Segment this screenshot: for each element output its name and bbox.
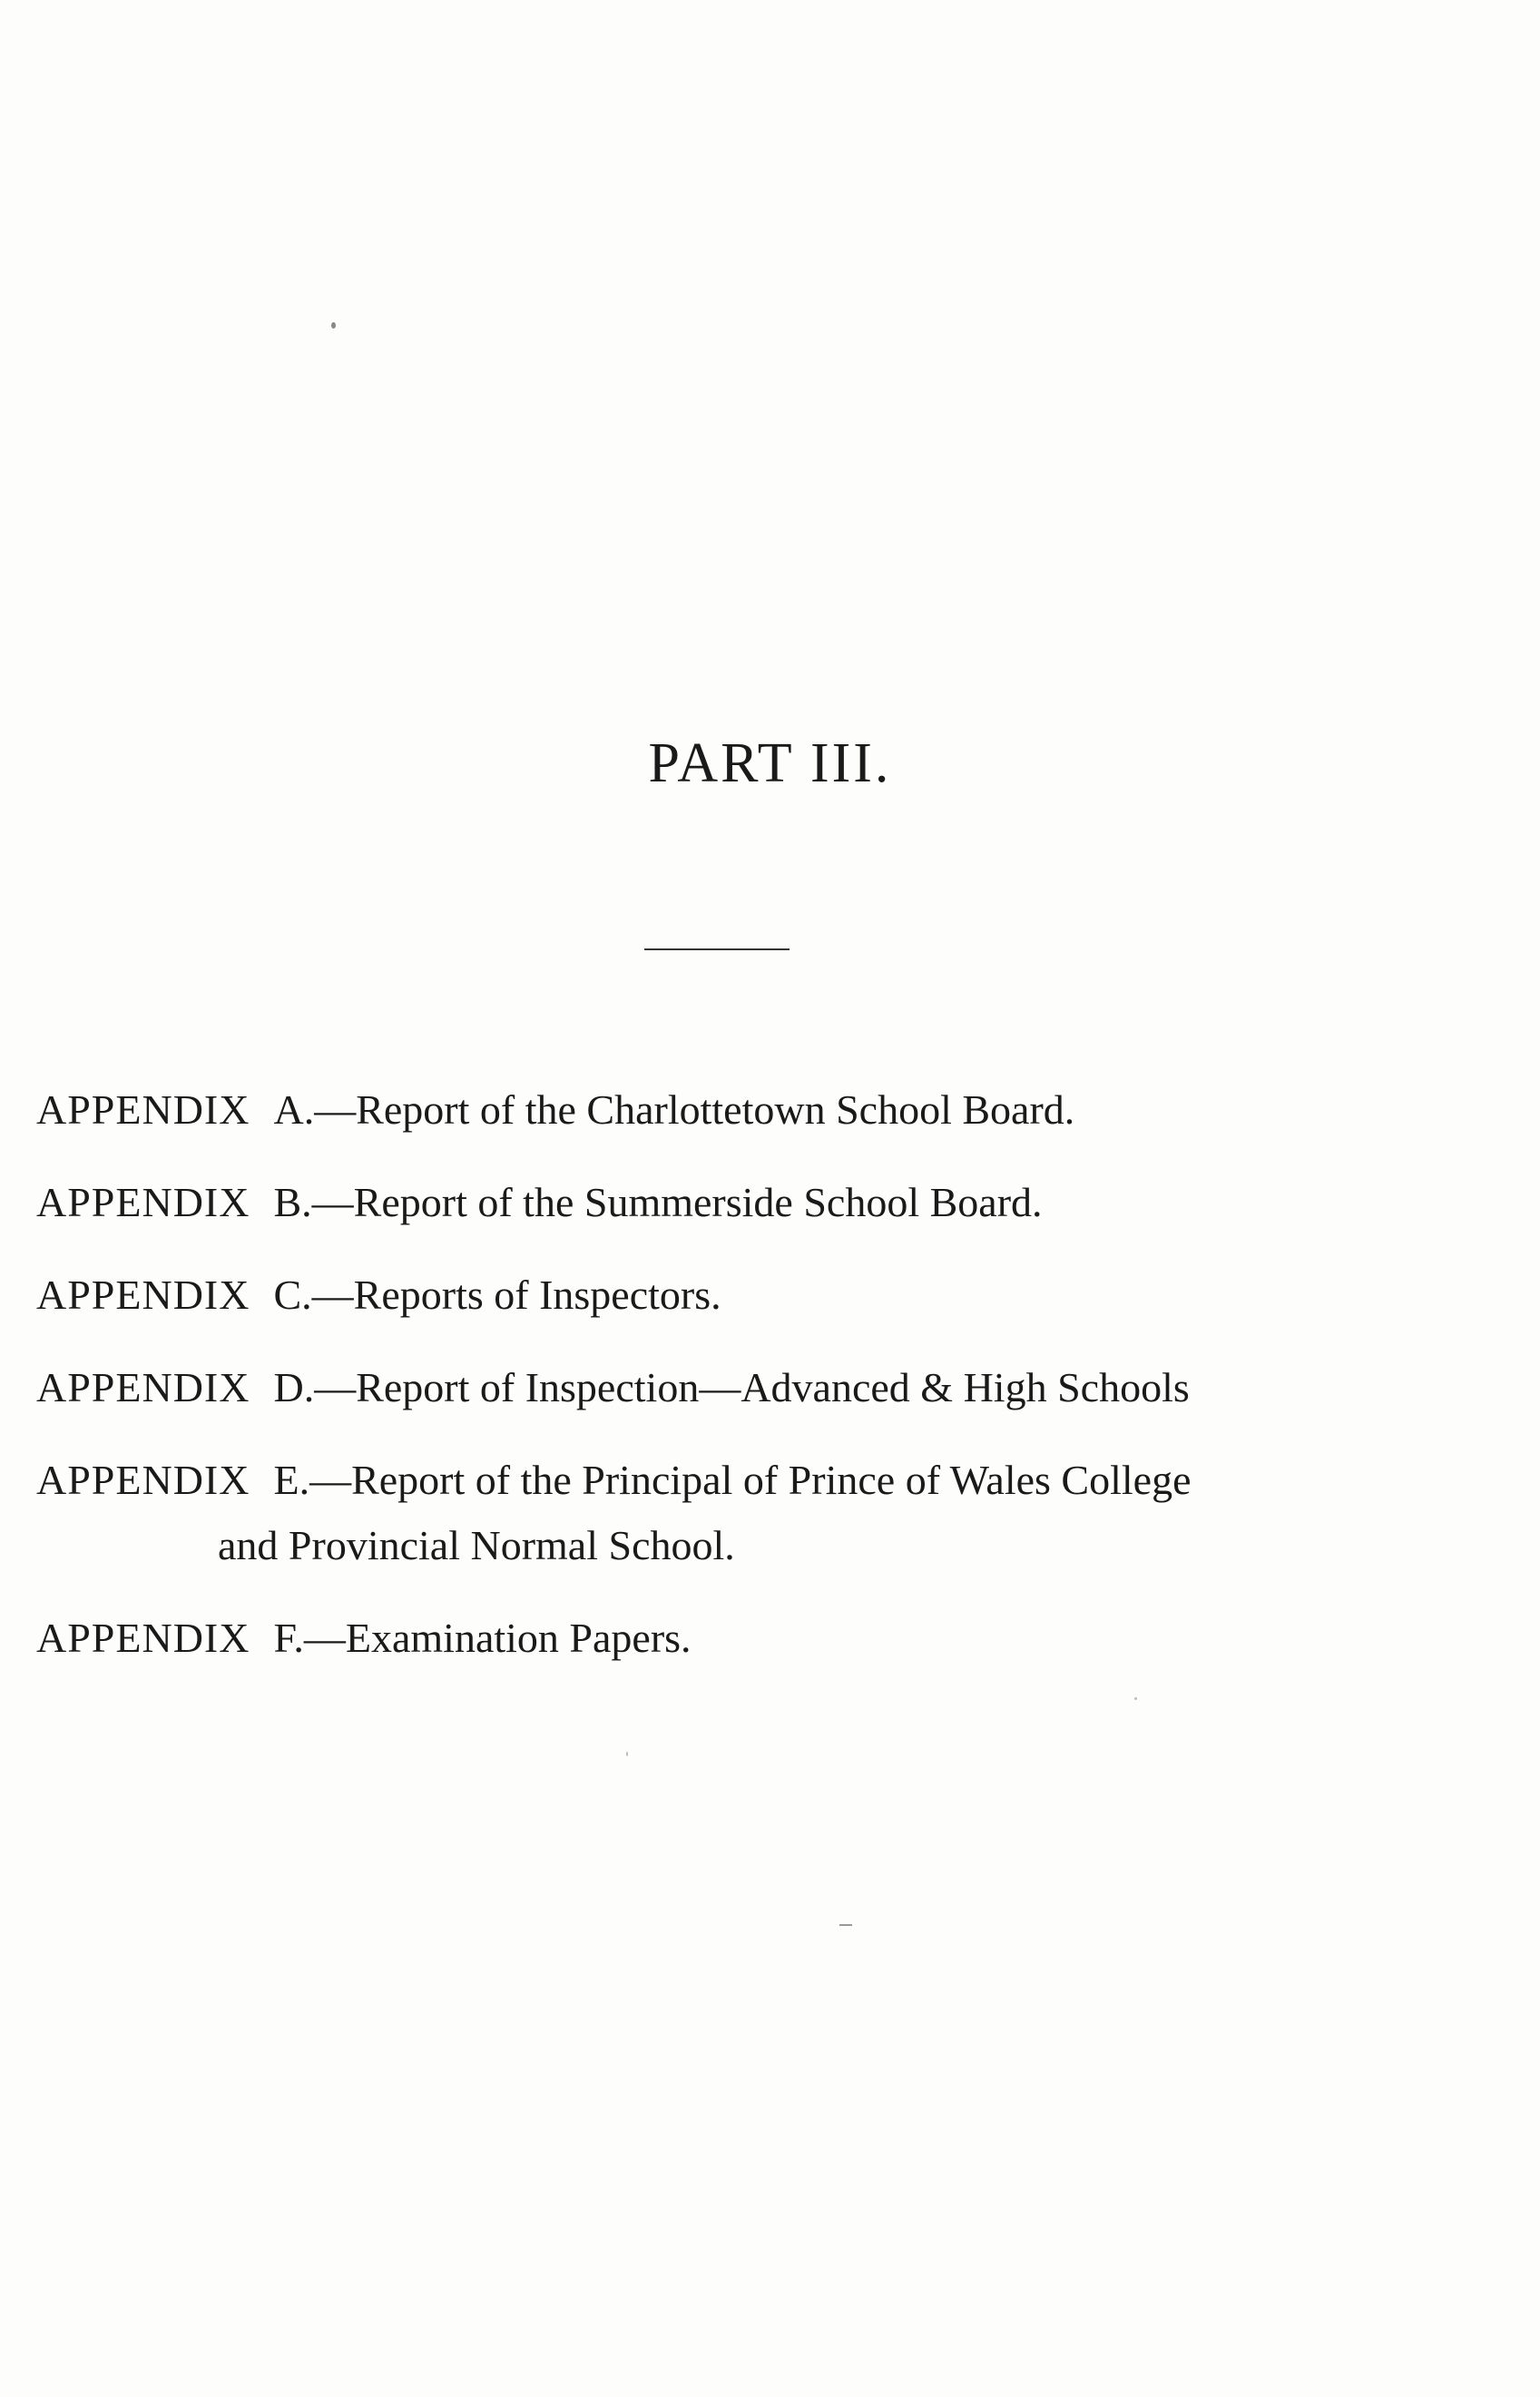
- appendix-entry-e: [36, 1455, 1434, 1571]
- appendix-entry-a: [36, 1085, 1434, 1135]
- appendix-title-continuation: and Provincial Normal School.: [218, 1522, 735, 1568]
- appendix-title: E.—Report of the Principal of Prince of Wales College: [273, 1457, 1192, 1503]
- appendix-label: APPENDIX: [36, 1615, 250, 1661]
- appendix-label: APPENDIX: [36, 1179, 250, 1225]
- appendix-label: APPENDIX: [36, 1457, 250, 1503]
- scan-speck: [1134, 1697, 1137, 1700]
- appendix-entry-d: [36, 1362, 1434, 1413]
- scan-speck: [626, 1752, 628, 1756]
- appendix-entry-f: [36, 1613, 1434, 1664]
- appendix-label: APPENDIX: [36, 1272, 250, 1318]
- appendix-entry-c: [36, 1270, 1434, 1321]
- scan-speck: [839, 1924, 852, 1926]
- appendix-entry-b: [36, 1177, 1434, 1228]
- appendix-title: B.—Report of the Summerside School Board.: [273, 1179, 1043, 1225]
- appendix-title: F.—Examination Papers.: [273, 1615, 692, 1661]
- scan-speck: [331, 322, 336, 329]
- part-heading: PART III.: [648, 732, 892, 794]
- appendix-label: APPENDIX: [36, 1086, 250, 1133]
- appendix-list: [36, 1085, 1434, 1705]
- appendix-title: C.—Reports of Inspectors.: [273, 1272, 721, 1318]
- appendix-title: D.—Report of Inspection—Advanced & High Schools: [273, 1364, 1190, 1410]
- heading-rule: [644, 948, 790, 950]
- appendix-title: A.—Report of the Charlottetown School Board.: [273, 1086, 1075, 1133]
- appendix-label: APPENDIX: [36, 1364, 250, 1410]
